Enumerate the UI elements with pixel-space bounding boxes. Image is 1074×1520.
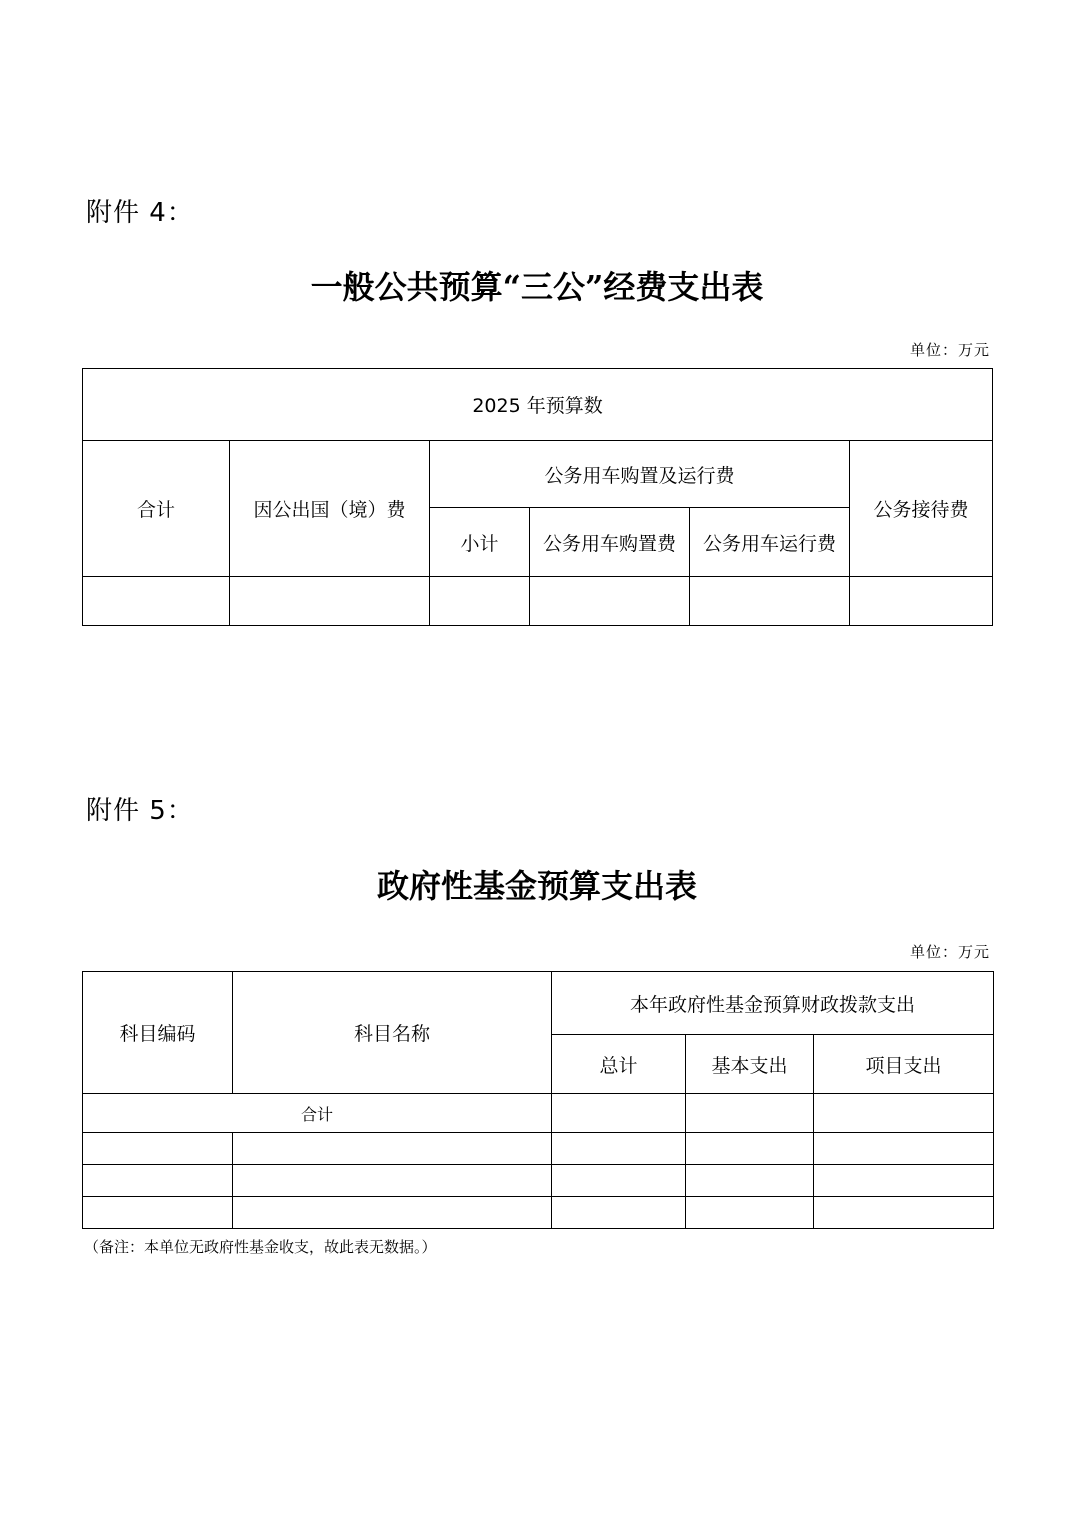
table-cell <box>230 577 430 626</box>
total-row-label: 合计 <box>83 1094 552 1133</box>
budget-year-header: 2025 年预算数 <box>83 369 993 441</box>
table-cell <box>850 577 993 626</box>
table-cell <box>552 1197 686 1229</box>
attachment-5-label: 附件 5： <box>86 796 194 826</box>
table-cell <box>690 577 850 626</box>
table-cell <box>686 1133 814 1165</box>
table-cell <box>83 1197 233 1229</box>
government-fund-expense-table <box>82 971 994 1229</box>
subject-code-header: 科目编码 <box>83 972 233 1094</box>
table-cell <box>686 1094 814 1133</box>
total-header: 合计 <box>83 441 230 577</box>
abroad-expense-header: 因公出国（境）费 <box>230 441 430 577</box>
table-cell <box>814 1094 994 1133</box>
vehicle-operation-header: 公务用车运行费 <box>690 508 850 577</box>
project-expense-header: 项目支出 <box>814 1035 994 1094</box>
table-cell <box>686 1165 814 1197</box>
vehicle-subtotal-header: 小计 <box>430 508 530 577</box>
table-cell <box>83 1133 233 1165</box>
vehicle-purchase-header: 公务用车购置费 <box>530 508 690 577</box>
grand-total-header: 总计 <box>552 1035 686 1094</box>
table-cell <box>552 1165 686 1197</box>
basic-expense-header: 基本支出 <box>686 1035 814 1094</box>
table-cell <box>814 1197 994 1229</box>
subject-name-header: 科目名称 <box>233 972 552 1094</box>
table-cell <box>233 1165 552 1197</box>
attachment-4-title: 一般公共预算“三公”经费支出表 <box>310 268 764 306</box>
table-cell <box>83 1165 233 1197</box>
table-cell <box>686 1197 814 1229</box>
table-cell <box>552 1133 686 1165</box>
table-cell <box>83 577 230 626</box>
table-cell <box>552 1094 686 1133</box>
table-cell <box>530 577 690 626</box>
attachment-5-unit-label: 单位：万元 <box>909 943 990 961</box>
table-cell <box>814 1165 994 1197</box>
remarks-note: （备注：本单位无政府性基金收支，故此表无数据。） <box>84 1238 437 1256</box>
reception-expense-header: 公务接待费 <box>850 441 993 577</box>
attachment-4-label: 附件 4： <box>86 198 194 228</box>
table-cell <box>233 1197 552 1229</box>
attachment-4-unit-label: 单位：万元 <box>909 341 990 359</box>
vehicle-expense-group-header: 公务用车购置及运行费 <box>430 441 850 508</box>
table-cell <box>430 577 530 626</box>
attachment-5-title: 政府性基金预算支出表 <box>376 867 697 905</box>
fund-expense-group-header: 本年政府性基金预算财政拨款支出 <box>552 972 994 1035</box>
table-cell <box>814 1133 994 1165</box>
three-public-expenses-table <box>82 368 993 626</box>
table-cell <box>233 1133 552 1165</box>
